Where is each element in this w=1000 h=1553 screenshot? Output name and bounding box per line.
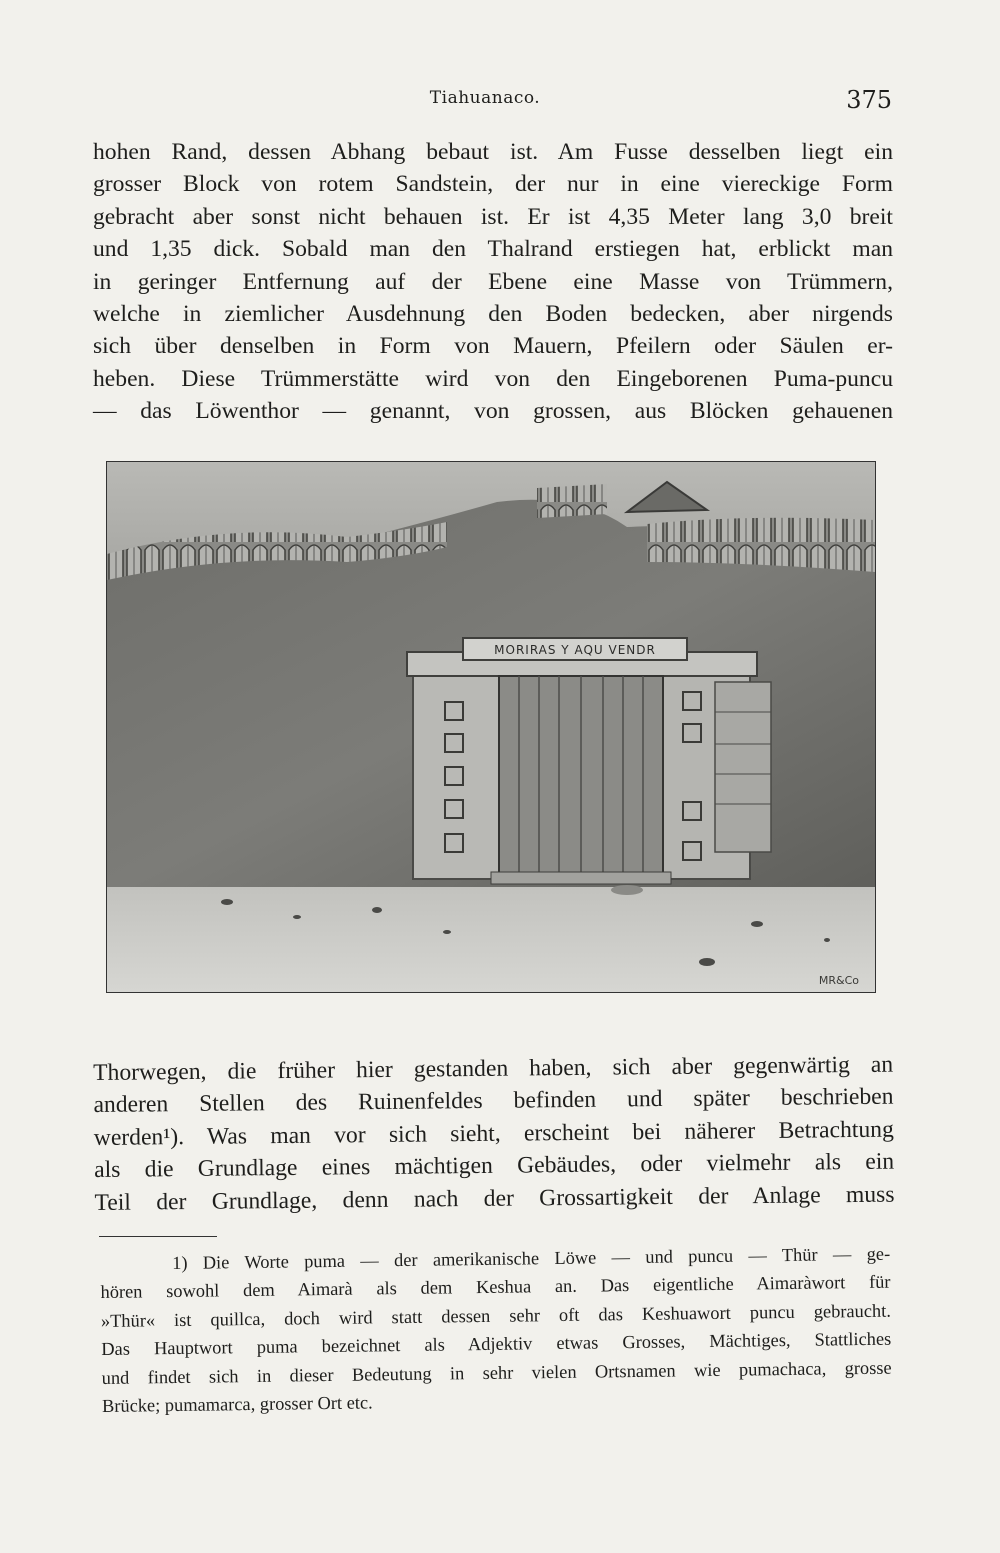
footnote-line: 1) Die Worte puma — der amerikanische Löwe — und puncu — Thür — ge-: [172, 1243, 891, 1274]
paragraph-bottom: [93, 1049, 895, 1219]
text-line: anderen Stellen des Ruinenfeldes befinden und später beschrieben: [93, 1084, 894, 1119]
door-threshold: [491, 872, 671, 884]
engraver-signature: MR&Co: [818, 974, 859, 987]
photo-plate: [106, 461, 876, 993]
footnote-line: hören sowohl dem Aimarà als dem Keshua an. Das eigentliche Aimaràwort für: [100, 1272, 891, 1303]
page-number: 375: [846, 86, 892, 114]
text-line: und 1,35 dick. Sobald man den Thalrand erstiegen hat, erblickt man: [93, 236, 893, 263]
footnote-line: und findet sich in dieser Bedeutung in sehr vielen Ortsnamen wie pumachaca, grosse: [101, 1357, 892, 1388]
text-line: werden¹). Was man vor sich sieht, erscheint bei näherer Betrachtung: [93, 1116, 894, 1151]
stone-blocks-right: [715, 682, 771, 852]
text-line: — das Löwenthor — genannt, von grossen, aus Blöcken gehauenen: [93, 398, 893, 425]
footnote-line: »Thür« ist quillca, doch wird statt dessen sehr oft das Keshuawort puncu gebraucht.: [100, 1300, 891, 1331]
paragraph-top: [93, 136, 893, 428]
text-line: grosser Block von rotem Sandstein, der nur in eine viereckige Form: [93, 171, 893, 198]
text-line: gebracht aber sonst nicht behauen ist. Er ist 4,35 Meter lang 3,0 breit: [93, 203, 893, 230]
footnote: [100, 1240, 892, 1421]
running-head: [0, 86, 1000, 116]
text-line: welche in ziemlicher Ausdehnung den Boden bedecken, aber nirgends: [93, 301, 893, 328]
text-line: als die Grundlage eines mächtigen Gebäudes, oder vielmehr als ein: [94, 1148, 895, 1184]
roof-tiles-center: [537, 484, 607, 518]
gateway-illustration: [107, 462, 875, 992]
footnote-line: Das Hauptwort puma bezeichnet als Adjektiv etwas Grosses, Mächtiges, Stattliches: [101, 1328, 892, 1360]
running-title: Tiahuanaco.: [429, 88, 541, 108]
text-line: sich über denselben in Form von Mauern, Pfeilern oder Säulen er-: [93, 333, 893, 360]
text-line: in geringer Entfernung auf der Ebene eine Masse von Trümmern,: [93, 268, 893, 295]
footnote-line: Brücke; pumamarca, grosser Ort etc.: [101, 1392, 373, 1417]
gate-jamb-left: [413, 674, 499, 879]
text-line: heben. Diese Trümmerstätte wird von den Eingeborenen Puma-puncu: [93, 365, 893, 392]
footnote-rule: [99, 1236, 217, 1237]
text-line: hohen Rand, dessen Abhang bebaut ist. Am Fusse desselben liegt ein: [93, 139, 893, 165]
text-line: Thorwegen, die früher hier gestanden haben, sich aber gegenwärtig an: [93, 1051, 894, 1086]
text-line: Teil der Grundlage, denn nach der Grossartigkeit der Anlage muss: [94, 1181, 895, 1216]
plaque-inscription: MORIRAS Y AQU VENDR: [494, 643, 656, 657]
